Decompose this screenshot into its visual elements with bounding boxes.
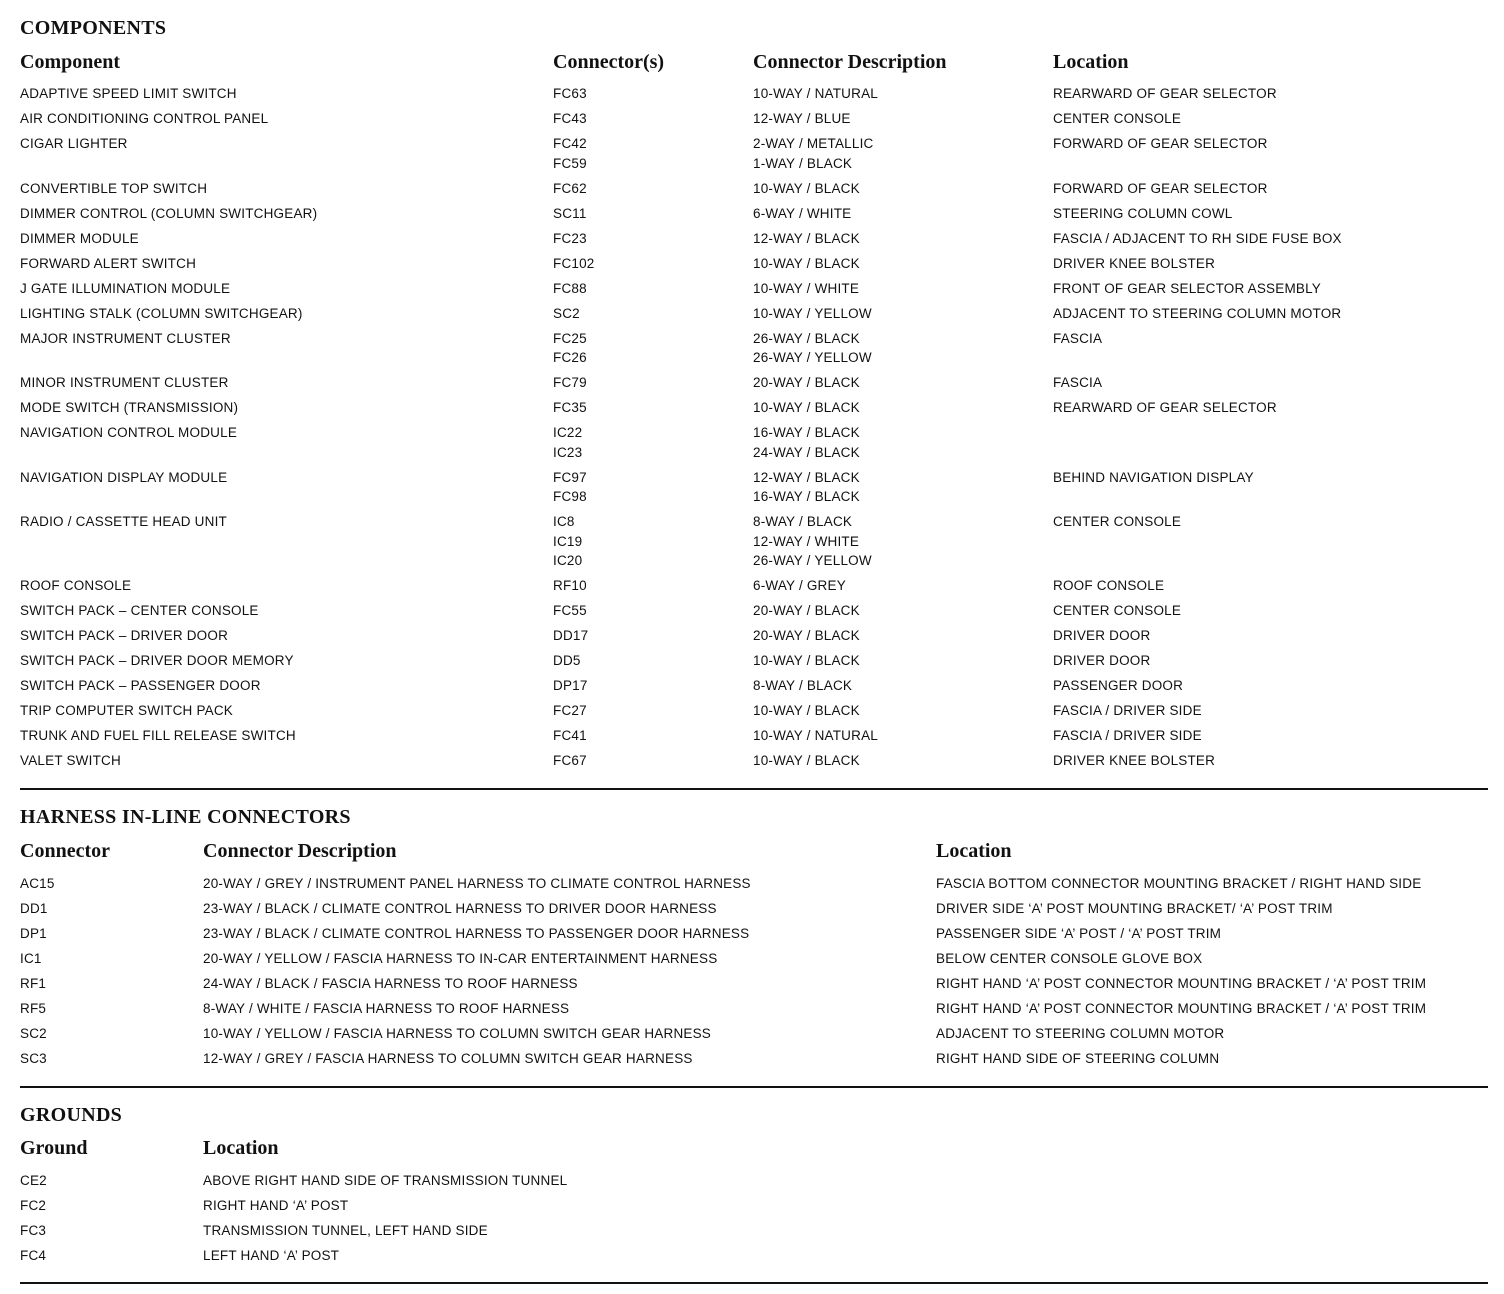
component-location: DRIVER KNEE BOLSTER	[1053, 255, 1216, 271]
connector-id-line: SC11	[553, 205, 587, 221]
connector-description	[753, 373, 860, 393]
component-name: ROOF CONSOLE	[20, 578, 132, 593]
connector-id-line: DP17	[553, 678, 588, 693]
connector-description	[753, 468, 860, 507]
connector-id	[553, 423, 582, 462]
connector-description-line: 6-WAY / GREY	[753, 578, 846, 593]
components-header-component: Component	[20, 51, 121, 73]
connector-description	[753, 512, 872, 571]
ground-location: ABOVE RIGHT HAND SIDE OF TRANSMISSION TUNNEL	[203, 1173, 568, 1188]
component-location: FASCIA	[1053, 330, 1103, 346]
component-name: VALET SWITCH	[20, 753, 121, 768]
harness-description: 20-WAY / YELLOW / FASCIA HARNESS TO IN-CAR ENTERTAINMENT HARNESS	[203, 951, 718, 966]
ground-id: CE2	[20, 1173, 47, 1188]
connector-id	[553, 576, 587, 596]
component-location: FRONT OF GEAR SELECTOR ASSEMBLY	[1053, 280, 1322, 296]
connector-description	[753, 254, 860, 274]
connector-id	[553, 373, 587, 393]
harness-location: PASSENGER SIDE ‘A’ POST / ‘A’ POST TRIM	[936, 926, 1222, 941]
component-location: FORWARD OF GEAR SELECTOR	[1053, 180, 1268, 196]
connector-description-line: 10-WAY / BLACK	[753, 180, 860, 196]
connector-id-line: FC41	[553, 728, 587, 743]
components-section-title: COMPONENTS	[20, 17, 167, 39]
connector-id	[553, 626, 588, 646]
component-name: SWITCH PACK – PASSENGER DOOR	[20, 678, 261, 693]
connector-id-line: DD5	[553, 653, 581, 668]
connector-description	[753, 423, 860, 462]
harness-connector-id: AC15	[20, 876, 55, 891]
connector-description-line: 24-WAY / BLACK	[753, 444, 860, 460]
connector-description	[753, 179, 860, 199]
harness-description: 12-WAY / GREY / FASCIA HARNESS TO COLUMN SWITCH GEAR HARNESS	[203, 1051, 693, 1066]
connector-description	[753, 134, 873, 173]
harness-location: ADJACENT TO STEERING COLUMN MOTOR	[936, 1026, 1225, 1041]
connector-id	[553, 701, 587, 721]
component-name: CIGAR LIGHTER	[20, 136, 128, 151]
harness-connector-id: SC2	[20, 1026, 47, 1041]
harness-description: 10-WAY / YELLOW / FASCIA HARNESS TO COLUMN SWITCH GEAR HARNESS	[203, 1026, 712, 1041]
harness-location: RIGHT HAND ‘A’ POST CONNECTOR MOUNTING BRACKET / ‘A’ POST TRIM	[936, 1001, 1427, 1016]
connector-id-line: IC8	[553, 514, 575, 529]
connector-description-line: 8-WAY / BLACK	[753, 514, 853, 529]
harness-description: 24-WAY / BLACK / FASCIA HARNESS TO ROOF HARNESS	[203, 976, 578, 991]
ground-id: FC2	[20, 1198, 47, 1213]
connector-id	[553, 304, 580, 324]
harness-location: RIGHT HAND ‘A’ POST CONNECTOR MOUNTING BRACKET / ‘A’ POST TRIM	[936, 976, 1427, 991]
connector-description-line: 10-WAY / BLACK	[753, 400, 860, 415]
component-name: SWITCH PACK – CENTER CONSOLE	[20, 603, 259, 618]
connector-id	[553, 179, 587, 199]
connector-id-line: FC98	[553, 489, 587, 504]
grounds-header-location: Location	[203, 1137, 279, 1159]
connector-id-line: SC2	[553, 305, 580, 321]
connector-description	[753, 701, 860, 721]
connector-description	[753, 398, 860, 418]
component-name: MODE SWITCH (TRANSMISSION)	[20, 400, 239, 415]
component-location: DRIVER DOOR	[1053, 653, 1151, 668]
connector-id-line: FC97	[553, 469, 587, 485]
connector-id	[553, 651, 581, 671]
component-location: ADJACENT TO STEERING COLUMN MOTOR	[1053, 305, 1342, 321]
connector-description	[753, 109, 851, 129]
connector-description-line: 12-WAY / WHITE	[753, 533, 860, 549]
component-location: DRIVER KNEE BOLSTER	[1053, 753, 1216, 768]
connector-id-line: IC22	[553, 425, 583, 440]
component-name: DIMMER MODULE	[20, 230, 139, 246]
component-name: RADIO / CASSETTE HEAD UNIT	[20, 514, 227, 529]
component-location: PASSENGER DOOR	[1053, 678, 1184, 693]
grounds-section-title: GROUNDS	[20, 1104, 123, 1126]
connector-description	[753, 726, 878, 746]
harness-connector-id: RF5	[20, 1001, 47, 1016]
component-name: SWITCH PACK – DRIVER DOOR	[20, 628, 229, 643]
connector-description	[753, 601, 860, 621]
connector-description-line: 16-WAY / BLACK	[753, 489, 860, 504]
component-name: TRIP COMPUTER SWITCH PACK	[20, 703, 234, 718]
connector-description-line: 2-WAY / METALLIC	[753, 136, 874, 151]
connector-id	[553, 279, 587, 299]
harness-section-title: HARNESS IN-LINE CONNECTORS	[20, 806, 351, 828]
ground-location: LEFT HAND ‘A’ POST	[203, 1248, 340, 1263]
harness-description: 8-WAY / WHITE / FASCIA HARNESS TO ROOF HARNESS	[203, 1001, 570, 1016]
component-name: LIGHTING STALK (COLUMN SWITCHGEAR)	[20, 305, 303, 321]
section-divider	[20, 1086, 1488, 1088]
section-divider	[20, 788, 1488, 790]
connector-id	[553, 134, 587, 173]
harness-connector-id: DP1	[20, 926, 47, 941]
connector-id-line: FC55	[553, 603, 587, 618]
connector-id-line: FC35	[553, 400, 587, 415]
component-location: FASCIA	[1053, 375, 1103, 390]
connector-description	[753, 651, 860, 671]
connector-id	[553, 229, 587, 249]
harness-connector-id: SC3	[20, 1051, 47, 1066]
connector-description-line: 16-WAY / BLACK	[753, 425, 860, 440]
connector-id-line: FC63	[553, 86, 587, 101]
connector-description-line: 10-WAY / BLACK	[753, 703, 860, 718]
connector-id-line: FC59	[553, 155, 587, 171]
ground-id: FC3	[20, 1223, 47, 1238]
connector-description-line: 1-WAY / BLACK	[753, 155, 853, 171]
harness-description: 23-WAY / BLACK / CLIMATE CONTROL HARNESS TO DRIVER DOOR HARNESS	[203, 901, 717, 916]
connector-description	[753, 279, 859, 299]
connector-description-line: 8-WAY / BLACK	[753, 678, 853, 693]
component-location: BEHIND NAVIGATION DISPLAY	[1053, 469, 1254, 485]
connector-description-line: 26-WAY / YELLOW	[753, 553, 872, 568]
component-name: NAVIGATION CONTROL MODULE	[20, 425, 238, 440]
connector-id-line: DD17	[553, 628, 589, 643]
connector-id-line: FC88	[553, 280, 587, 296]
harness-location: BELOW CENTER CONSOLE GLOVE BOX	[936, 951, 1203, 966]
harness-header-description: Connector Description	[203, 840, 397, 862]
connector-description-line: 10-WAY / YELLOW	[753, 305, 872, 321]
component-name: SWITCH PACK – DRIVER DOOR MEMORY	[20, 653, 294, 668]
connector-id-line: FC25	[553, 330, 587, 346]
component-name: TRUNK AND FUEL FILL RELEASE SWITCH	[20, 728, 296, 743]
connector-id	[553, 726, 587, 746]
component-location: FORWARD OF GEAR SELECTOR	[1053, 136, 1268, 151]
connector-id	[553, 676, 588, 696]
connector-description	[753, 204, 851, 224]
connector-id-line: IC20	[553, 553, 583, 568]
component-name: AIR CONDITIONING CONTROL PANEL	[20, 111, 269, 126]
harness-location: FASCIA BOTTOM CONNECTOR MOUNTING BRACKET / RIGHT HAND SIDE	[936, 876, 1422, 891]
component-location: STEERING COLUMN COWL	[1053, 205, 1233, 221]
component-location: DRIVER DOOR	[1053, 628, 1151, 643]
component-location: ROOF CONSOLE	[1053, 578, 1165, 593]
harness-location: RIGHT HAND SIDE OF STEERING COLUMN	[936, 1051, 1220, 1066]
connector-id-line: IC23	[553, 444, 583, 460]
ground-location: RIGHT HAND ‘A’ POST	[203, 1198, 349, 1213]
connector-description	[753, 676, 852, 696]
connector-id-line: FC42	[553, 136, 587, 151]
connector-description-line: 10-WAY / BLACK	[753, 753, 860, 768]
connector-description	[753, 576, 846, 596]
component-name: DIMMER CONTROL (COLUMN SWITCHGEAR)	[20, 205, 318, 221]
section-divider	[20, 1282, 1488, 1284]
connector-id-line: FC67	[553, 753, 587, 768]
connector-description-line: 10-WAY / NATURAL	[753, 86, 878, 101]
harness-connector-id: RF1	[20, 976, 47, 991]
component-location: REARWARD OF GEAR SELECTOR	[1053, 400, 1277, 415]
harness-connector-id: IC1	[20, 951, 42, 966]
connector-id	[553, 601, 587, 621]
component-name: MAJOR INSTRUMENT CLUSTER	[20, 330, 231, 346]
connector-description-line: 12-WAY / BLACK	[753, 230, 860, 246]
harness-location: DRIVER SIDE ‘A’ POST MOUNTING BRACKET/ ‘A’ POST TRIM	[936, 901, 1333, 916]
grounds-header-ground: Ground	[20, 1137, 88, 1159]
harness-header-connector: Connector	[20, 840, 110, 862]
harness-description: 23-WAY / BLACK / CLIMATE CONTROL HARNESS TO PASSENGER DOOR HARNESS	[203, 926, 750, 941]
component-name: FORWARD ALERT SWITCH	[20, 255, 197, 271]
connector-description	[753, 304, 872, 324]
connector-description-line: 20-WAY / BLACK	[753, 628, 860, 643]
connector-id-line: FC62	[553, 180, 587, 196]
harness-description: 20-WAY / GREY / INSTRUMENT PANEL HARNESS TO CLIMATE CONTROL HARNESS	[203, 876, 751, 891]
connector-description-line: 12-WAY / BLUE	[753, 111, 851, 126]
connector-id	[553, 398, 587, 418]
component-location: CENTER CONSOLE	[1053, 514, 1182, 529]
connector-id	[553, 751, 587, 771]
connector-description-line: 10-WAY / BLACK	[753, 255, 860, 271]
connector-id	[553, 468, 587, 507]
harness-header-location: Location	[936, 840, 1012, 862]
connector-id	[553, 84, 587, 104]
ground-location: TRANSMISSION TUNNEL, LEFT HAND SIDE	[203, 1223, 488, 1238]
components-header-connectors: Connector(s)	[553, 51, 665, 73]
connector-description	[753, 626, 860, 646]
component-name: J GATE ILLUMINATION MODULE	[20, 280, 231, 296]
connector-id	[553, 109, 587, 129]
connector-id	[553, 204, 587, 224]
connector-description-line: 6-WAY / WHITE	[753, 205, 852, 221]
component-name: ADAPTIVE SPEED LIMIT SWITCH	[20, 86, 237, 101]
connector-description	[753, 229, 860, 249]
connector-description	[753, 329, 872, 368]
component-name: CONVERTIBLE TOP SWITCH	[20, 180, 208, 196]
component-location: CENTER CONSOLE	[1053, 603, 1182, 618]
connector-id-line: FC102	[553, 255, 595, 271]
component-location: REARWARD OF GEAR SELECTOR	[1053, 86, 1277, 101]
connector-id-line: FC43	[553, 111, 587, 126]
connector-description-line: 10-WAY / WHITE	[753, 280, 860, 296]
connector-id-line: FC23	[553, 230, 587, 246]
connector-description-line: 10-WAY / NATURAL	[753, 728, 878, 743]
connector-id-line: FC79	[553, 375, 587, 390]
components-header-location: Location	[1053, 51, 1129, 73]
connector-description-line: 26-WAY / YELLOW	[753, 350, 872, 365]
component-location: CENTER CONSOLE	[1053, 111, 1182, 126]
component-name: NAVIGATION DISPLAY MODULE	[20, 469, 228, 485]
connector-id-line: FC27	[553, 703, 587, 718]
component-location: FASCIA / DRIVER SIDE	[1053, 703, 1202, 718]
component-name: MINOR INSTRUMENT CLUSTER	[20, 375, 229, 390]
connector-description	[753, 751, 860, 771]
connector-description	[753, 84, 878, 104]
connector-description-line: 20-WAY / BLACK	[753, 603, 860, 618]
connector-description-line: 10-WAY / BLACK	[753, 653, 860, 668]
components-header-description: Connector Description	[753, 51, 947, 73]
connector-id-line: RF10	[553, 578, 587, 593]
component-location: FASCIA / DRIVER SIDE	[1053, 728, 1202, 743]
component-location: FASCIA / ADJACENT TO RH SIDE FUSE BOX	[1053, 230, 1342, 246]
ground-id: FC4	[20, 1248, 47, 1263]
connector-id-line: FC26	[553, 350, 587, 365]
connector-description-line: 26-WAY / BLACK	[753, 330, 860, 346]
connector-id-line: IC19	[553, 533, 583, 549]
harness-connector-id: DD1	[20, 901, 48, 916]
connector-id	[553, 329, 587, 368]
connector-id	[553, 254, 595, 274]
connector-description-line: 20-WAY / BLACK	[753, 375, 860, 390]
connector-id	[553, 512, 582, 571]
connector-description-line: 12-WAY / BLACK	[753, 469, 860, 485]
